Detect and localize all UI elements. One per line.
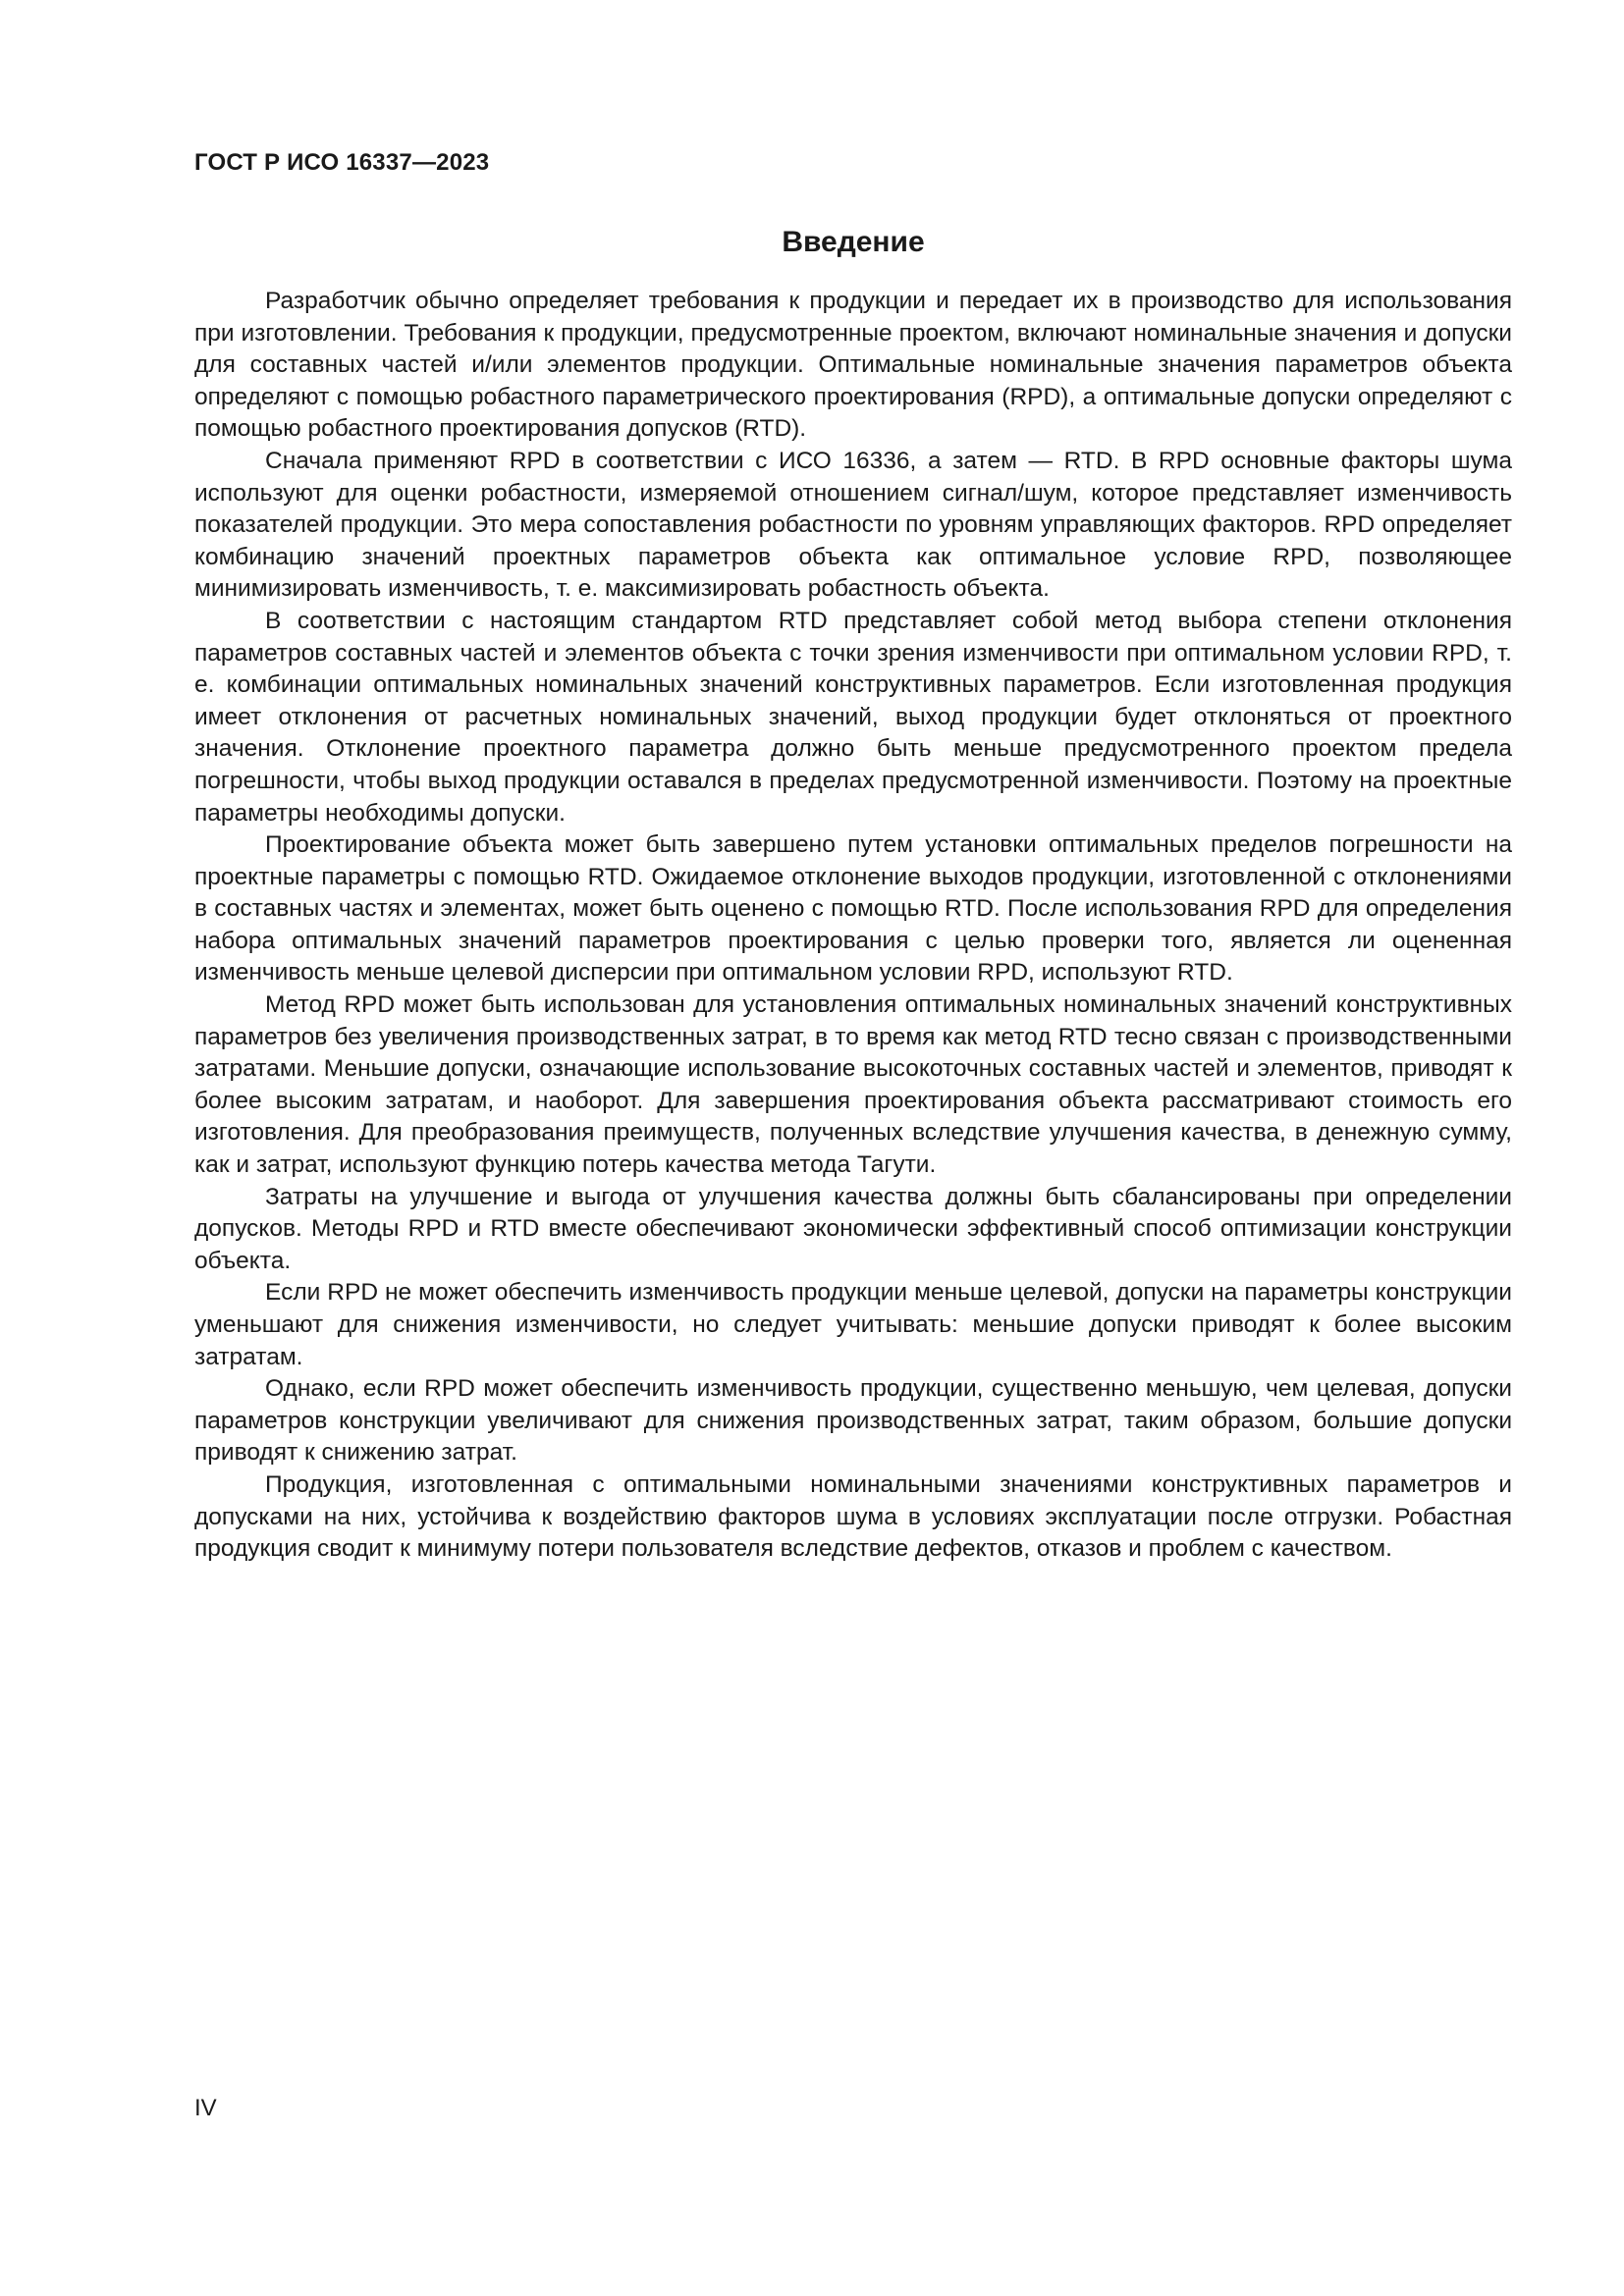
paragraph-3: В соответствии с настоящим стандартом RTD представляет собой метод выбора степени отклонения параметров составных частей и элементов объекта с точки зрения изменчивости при оптимальном условии RPD, т. е. комбинации оптимальных номинальных значений конструктивных параметров. Если изготовленная продукция имеет отклонения от расчетных номинальных значений, выход продукции будет отклоняться от проектного значения. Отклонение проектного параметра должно быть меньше предусмотренного проектом предела погрешности, чтобы выход продукции оставался в пределах предусмотренной изменчивости. Поэтому на проектные параметры необходимы допуски. <box>194 607 1512 827</box>
paragraph-2: Сначала применяют RPD в соответствии с ИСО 16336, а затем — RTD. В RPD основные факторы шума используют для оценки робастности, измеряемой отношением сигнал/шум, которое представляет изменчивость показателей продукции. Это мера сопоставления робастности по уровням управляющих факторов. RPD определяет комбинацию значений проектных параметров объекта как оптимальное условие RPD, позволяющее минимизировать изменчивость, т. е. максимизировать робастность объекта. <box>194 447 1512 603</box>
paragraph-6: Затраты на улучшение и выгода от улучшения качества должны быть сбалансированы при определении допусков. Методы RPD и RTD вместе обеспечивают экономически эффективный способ оптимизации конструкции объекта. <box>194 1183 1512 1274</box>
paragraph-8: Однако, если RPD может обеспечить изменчивость продукции, существенно меньшую, чем целевая, допуски параметров конструкции увеличивают для снижения производственных затрат, таким образом, большие допуски приводят к снижению затрат. <box>194 1375 1512 1467</box>
document-header: ГОСТ Р ИСО 16337—2023 <box>194 149 490 176</box>
section-title: Введение <box>782 226 925 258</box>
paragraph-7: Если RPD не может обеспечить изменчивость продукции меньше целевой, допуски на параметры конструкции уменьшают для снижения изменчивости, но следует учитывать: меньшие допуски приводят к более высоким затратам. <box>194 1279 1512 1370</box>
paragraph-4: Проектирование объекта может быть завершено путем установки оптимальных пределов погрешности на проектные параметры с помощью RTD. Ожидаемое отклонение выходов продукции, изготовленной с отклонениями в составных частях и элементах, может быть оценено с помощью RTD. После использования RPD для определения набора оптимальных значений параметров проектирования с целью проверки того, является ли оцененная изменчивость меньше целевой дисперсии при оптимальном условии RPD, используют RTD. <box>194 831 1512 987</box>
page-number: IV <box>194 2095 217 2121</box>
paragraph-9: Продукция, изготовленная с оптимальными номинальными значениями конструктивных параметров и допусками на них, устойчива к воздействию факторов шума в условиях эксплуатации после отгрузки. Робастная продукция сводит к минимуму потери пользователя вследствие дефектов, отказов и проблем с качеством. <box>194 1470 1512 1563</box>
paragraph-5: Метод RPD может быть использован для установления оптимальных номинальных значений конструктивных параметров без увеличения производственных затрат, в то время как метод RTD тесно связан с производственными затратами. Меньшие допуски, означающие использование высокоточных составных частей и элементов, приводят к более высоким затратам, и наоборот. Для завершения проектирования объекта рассматривают стоимость его изготовления. Для преобразования преимуществ, полученных вследствие улучшения качества, в денежную сумму, как и затрат, используют функцию потерь качества метода Тагути. <box>194 991 1512 1179</box>
paragraph-1: Разработчик обычно определяет требования к продукции и передает их в производство для использования при изготовлении. Требования к продукции, предусмотренные проектом, включают номинальные значения и допуски для составных частей и/или элементов продукции. Оптимальные номинальные значения параметров объекта определяют с помощью робастного параметрического проектирования (RPD), а оптимальные допуски определяют с помощью робастного проектирования допусков (RTD). <box>194 288 1512 443</box>
body-text <box>194 286 1512 1566</box>
